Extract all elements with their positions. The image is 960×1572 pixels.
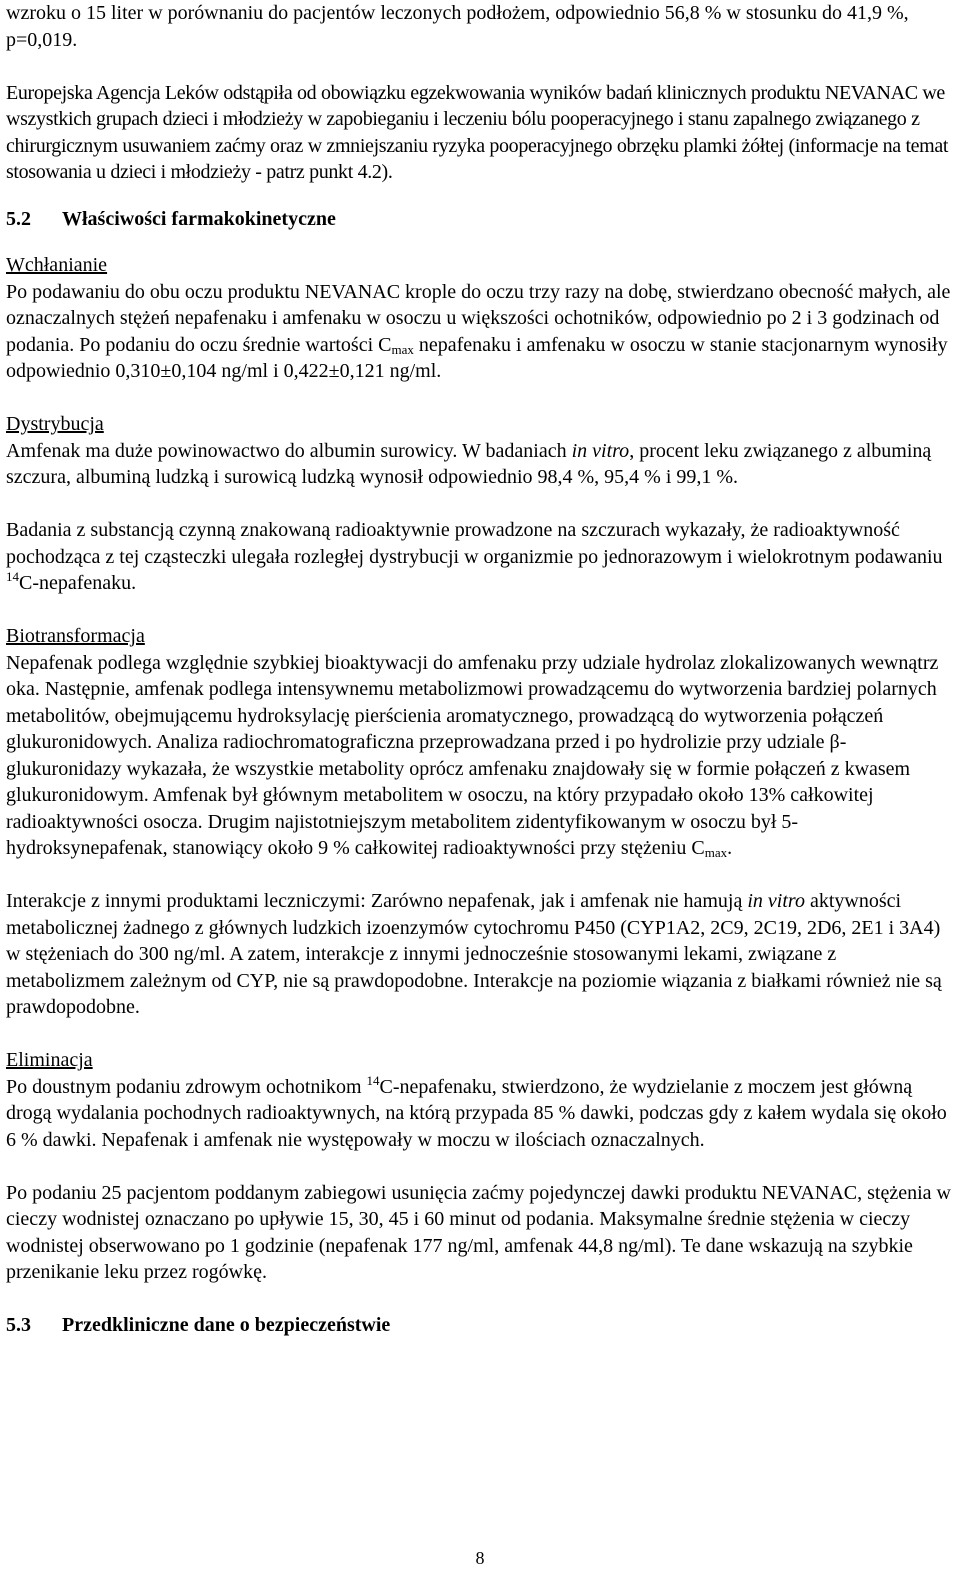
- biotransformation-text-1: Nepafenak podlega względnie szybkiej bioaktywacji do amfenaku przy udziale hydrolaz zlokalizowanych wewnątrz oka. Następnie, amfenak podlega intensywnemu metabolizmowi prowadzącemu do wytworzenia bardziej polarnych metabolitów, obejmującemu hydroksylację pierścienia aromatycznego, prowadzącą do wytworzenia połączeń glukuronidowych. Analiza radiochromatograficzna przeprowadzana przed i po hydrolizie przy udziale β-glukuronidazy wykazała, że wszystkie metabolity oprócz amfenaku znajdowały się w formie połączeń z kwasem glukuronidowym. Amfenak był głównym metabolitem w osoczu, na który przypadało około 13% całkowitej radioaktywności osocza. Drugim najistotniejszym metabolitem zidentyfikowanym w osoczu był 5-hydroksynepafenak, stanowiący około 9 % całkowitej radioaktywności przy stężeniu C: [6, 651, 939, 859]
- interactions-text-1: Interakcje z innymi produktami leczniczymi: Zarówno nepafenak, jak i amfenak nie hamują: [6, 890, 748, 912]
- absorption-paragraph: [6, 279, 956, 385]
- section-title: Właściwości farmakokinetyczne: [62, 207, 336, 230]
- document-page: [6, 0, 956, 1339]
- radiolabel-text-1: Badania z substancją czynną znakowaną radioaktywnie prowadzone na szczurach wykazały, że radioaktywność pochodząca z tej cząsteczki ulegała rozległej dystrybucji w organizmie po jednorazowym i wielokrotnym podawaniu: [6, 519, 943, 568]
- section-title: Przedkliniczne dane o bezpieczeństwie: [62, 1314, 391, 1336]
- section-number: 5.2: [6, 207, 31, 230]
- section-5-3-heading: [6, 1312, 956, 1339]
- distribution-paragraph: [6, 438, 956, 491]
- absorption-text-2: nepafenaku i amfenaku w osoczu w stanie stacjonarnym wynosiły odpowiednio 0,310±0,104 ng/ml i 0,422±0,121 ng/ml.: [6, 333, 948, 382]
- biotransformation-text-2: .: [727, 837, 733, 859]
- section-number: 5.3: [6, 1314, 31, 1336]
- page-number: 8: [475, 1548, 485, 1568]
- absorption-heading: Wchłanianie: [6, 254, 108, 276]
- aqueous-humor-paragraph: Po podaniu 25 pacjentom poddanym zabiegowi usunięcia zaćmy pojedynczej dawki produktu NEVANAC, stężenia w cieczy wodnistej oznaczano po upływie 15, 30, 45 i 60 minut od podania. Maksymalne średnie stężenia w cieczy wodnistej obserwowano po 1 godzinie (nepafenak 177 ng/ml, amfenak 44,8 ng/ml). Te dane wskazują na szybkie przenikanie leku przez rogówkę.: [6, 1181, 951, 1283]
- isotope-superscript: 14: [366, 1072, 380, 1088]
- biotransformation-paragraph: [6, 650, 956, 862]
- elimination-text-1: Po doustnym podaniu zdrowym ochotnikom: [6, 1075, 367, 1098]
- intro-paragraph: wzroku o 15 liter w porównaniu do pacjentów leczonych podłożem, odpowiednio 56,8 % w stosunku do 41,9 %, p=0,019.: [6, 2, 909, 51]
- radiolabel-paragraph: [6, 517, 956, 597]
- cmax-subscript: max: [704, 845, 728, 860]
- elimination-heading: Eliminacja: [6, 1049, 93, 1071]
- in-vitro-italic: in vitro: [747, 890, 805, 912]
- interactions-text-2: aktywności metabolicznej żadnego z głównych ludzkich izoenzymów cytochromu P450 (CYP1A2, 2C9, 2C19, 2D6, 2E1 i 3A4) w stężeniach do 300 ng/ml. A zatem, interakcje z innymi jednocześnie stosowanymi lekami, związane z metabolizmem zależnym od CYP, nie są prawdopodobne. Interakcje na poziomie wiązania z białkami również nie są prawdopodobne.: [6, 890, 942, 1018]
- ema-paragraph: Europejska Agencja Leków odstąpiła od obowiązku egzekwowania wyników badań klinicznych produktu NEVANAC we wszystkich grupach dzieci i młodzieży w zapobieganiu i leczeniu bólu pooperacyjnego i stanu zapalnego związanego z chirurgicznym usuwaniem zaćmy oraz w zmniejszaniu ryzyka pooperacyjnego obrzęku plamki żółtej (informacje na temat stosowania u dzieci i młodzieży - patrz punkt 4.2).: [6, 81, 949, 183]
- absorption-text-1: Po podawaniu do obu oczu produktu NEVANAC krople do oczu trzy razy na dobę, stwierdzano obecność małych, ale oznaczalnych stężeń nepafenaku i amfenaku w osoczu u większości ochotników, odpowiednio po 2 i 3 godzinach od podania. Po podaniu do oczu średnie wartości C: [6, 280, 951, 356]
- in-vitro-italic: in vitro: [571, 439, 630, 462]
- biotransformation-heading: Biotransformacja: [6, 625, 145, 647]
- elimination-text-2: C-nepafenaku, stwierdzono, że wydzielanie z moczem jest główną drogą wydalania pochodnych radioaktywnych, na którą przypada 85 % dawki, podczas gdy z kałem wydala się około 6 % dawki. Nepafenak i amfenak nie występowały w moczu w ilościach oznaczalnych.: [6, 1075, 947, 1151]
- section-5-2-heading: [6, 206, 956, 233]
- distribution-text-2: , procent leku związanego z albuminą szczura, albuminą ludzką i surowicą ludzką wynosił odpowiednio 98,4 %, 95,4 % i 99,1 %.: [6, 439, 932, 488]
- isotope-superscript: 14: [6, 569, 19, 584]
- interactions-paragraph: [6, 888, 956, 1021]
- cmax-subscript: max: [391, 341, 414, 357]
- radiolabel-text-2: C-nepafenaku.: [19, 572, 137, 594]
- elimination-paragraph: [6, 1074, 956, 1154]
- distribution-heading: Dystrybucja: [6, 413, 104, 435]
- distribution-text-1: Amfenak ma duże powinowactwo do albumin surowicy. W badaniach: [6, 439, 572, 462]
